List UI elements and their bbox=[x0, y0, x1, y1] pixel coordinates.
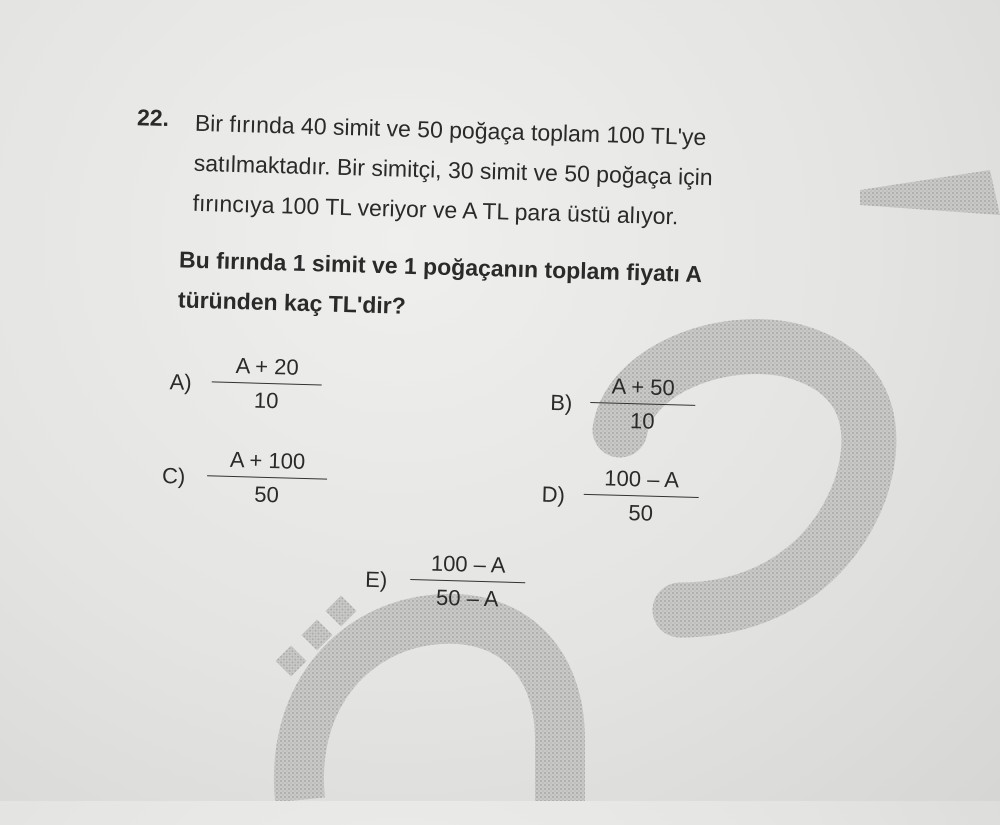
option-label: B) bbox=[549, 389, 573, 416]
option-label: A) bbox=[169, 369, 193, 395]
numerator: A + 20 bbox=[212, 352, 323, 385]
question-prompt-line-1: Bu fırında 1 simit ve 1 poğaçanın toplam fiyatı A bbox=[178, 246, 703, 288]
option-label: D) bbox=[541, 481, 566, 508]
question-text-line-1: Bir fırında 40 simit ve 50 poğaça toplam 100 TL'ye bbox=[194, 109, 707, 151]
option-label: C) bbox=[161, 463, 186, 489]
question-text-line-3: fırıncıya 100 TL veriyor ve A TL para üstü alıyor. bbox=[192, 189, 679, 230]
option-fraction bbox=[409, 550, 526, 613]
denominator: 10 bbox=[253, 387, 279, 414]
option-fraction bbox=[211, 352, 323, 415]
numerator: 100 – A bbox=[584, 465, 700, 498]
option-label: E) bbox=[364, 566, 388, 593]
question-prompt-line-2: türünden kaç TL'dir? bbox=[177, 286, 407, 319]
question-number: 22. bbox=[136, 104, 170, 132]
denominator: 50 bbox=[254, 481, 280, 508]
option-fraction bbox=[589, 373, 696, 436]
denominator: 50 – A bbox=[435, 584, 499, 612]
denominator: 50 bbox=[628, 500, 654, 526]
denominator: 10 bbox=[629, 408, 655, 434]
option-fraction bbox=[206, 446, 328, 509]
numerator: 100 – A bbox=[410, 550, 526, 583]
option-fraction bbox=[583, 465, 700, 528]
numerator: A + 100 bbox=[207, 446, 328, 479]
numerator: A + 50 bbox=[590, 373, 696, 406]
question-text-line-2: satılmaktadır. Bir simitçi, 30 simit ve 50 poğaça için bbox=[193, 149, 713, 191]
